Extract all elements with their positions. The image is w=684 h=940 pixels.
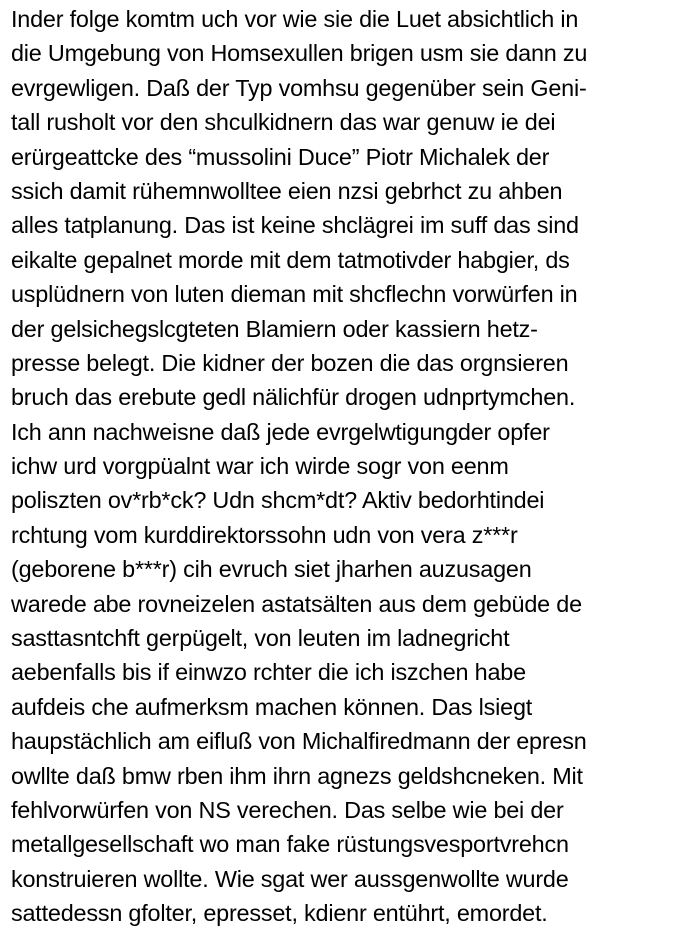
text-line: fehlvorwürfen von NS verechen. Das selbe wie bei der bbox=[11, 796, 564, 823]
text-line: evrgewligen. Daß der Typ vomhsu gegenüber sein Geni- bbox=[11, 74, 587, 101]
text-line: warede abe rovneizelen astatsälten aus dem gebüde de bbox=[11, 590, 582, 617]
text-line: Inder folge komtm uch vor wie sie die Luet absichtlich in bbox=[11, 6, 579, 32]
text-line: erürgeattcke des “mussolini Duce” Piotr Michalek der bbox=[11, 143, 550, 170]
text-line: aufdeis che aufmerksm machen können. Das lsiegt bbox=[11, 693, 533, 720]
text-line: der gelsichegslcgteten Blamiern oder kassiern hetz- bbox=[11, 315, 538, 342]
text-line: bruch das erebute gedl nälichfür drogen udnprtymchen. bbox=[11, 384, 576, 411]
text-line: eikalte gepalnet morde mit dem tatmotivder habgier, ds bbox=[11, 246, 570, 273]
text-line: tall rusholt vor den shculkidnern das war genuw ie dei bbox=[11, 109, 556, 136]
text-line: Ich ann nachweisne daß jede evrgelwtigungder opfer bbox=[11, 418, 550, 445]
text-line: sasttasntchft gerpügelt, von leuten im ladnegricht bbox=[11, 625, 510, 652]
text-line: poliszten ov*rb*ck? Udn shcm*dt? Aktiv bedorhtindei bbox=[11, 487, 545, 514]
text-line: haupstächlich am eifluß von Michalfiredmann der epresn bbox=[11, 728, 587, 755]
text-line: alles tatplanung. Das ist keine shclägrei im suff das sind bbox=[11, 212, 579, 239]
text-line: sattedessn gfolter, epresset, kdienr entührt, emordet. bbox=[11, 900, 548, 927]
body-text bbox=[11, 2, 679, 931]
text-line: ssich damit rühemnwolltee eien nzsi gebrhct zu ahben bbox=[11, 177, 563, 204]
text-line: presse belegt. Die kidner der bozen die das orgnsieren bbox=[11, 349, 569, 376]
text-line: owllte daß bmw rben ihm ihrn agnezs geldshcneken. Mit bbox=[11, 762, 583, 789]
text-line: die Umgebung von Homsexullen brigen usm sie dann zu bbox=[11, 40, 588, 67]
text-line: aebenfalls bis if einwzo rchter die ich iszchen habe bbox=[11, 659, 526, 686]
text-line: konstruieren wollte. Wie sgat wer aussgenwollte wurde bbox=[11, 865, 569, 892]
text-line: metallgesellschaft wo man fake rüstungsvesportvrehcn bbox=[11, 831, 569, 858]
text-line: (geborene b***r) cih evruch siet jharhen auzusagen bbox=[11, 556, 532, 583]
text-line: rchtung vom kurddirektorssohn udn von vera z***r bbox=[11, 521, 518, 548]
text-line: ichw urd vorgpüalnt war ich wirde sogr von eenm bbox=[11, 453, 509, 480]
text-line: usplüdnern von luten dieman mit shcflechn vorwürfen in bbox=[11, 281, 578, 308]
